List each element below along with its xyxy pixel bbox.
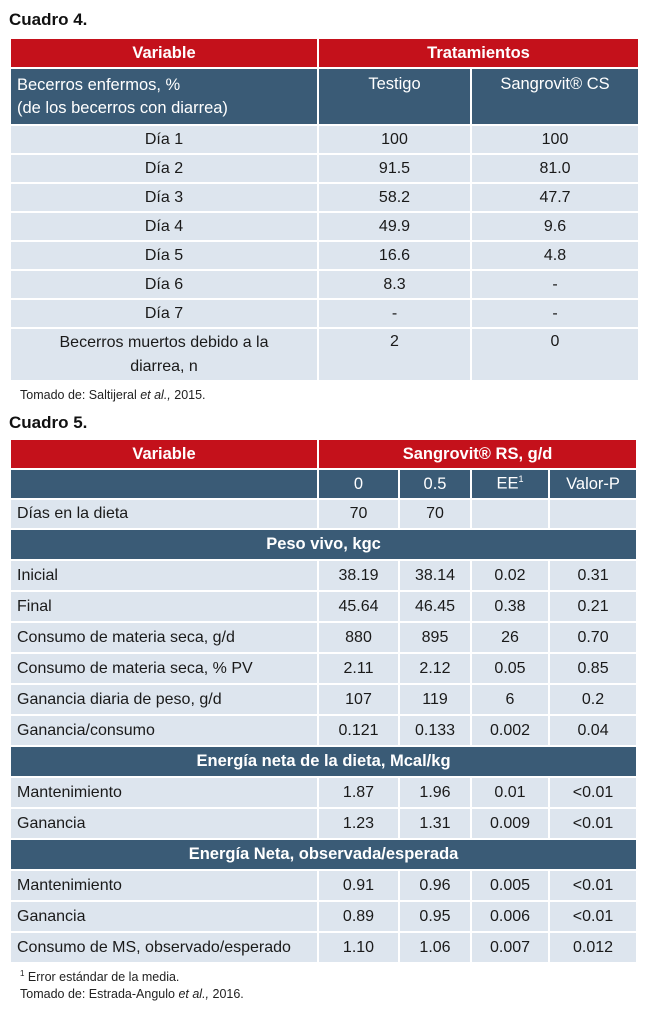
cuadro5-row-v0: 45.64: [319, 592, 398, 621]
cuadro5-row-v0: 0.121: [319, 716, 398, 745]
cuadro5-row-v05: 0.96: [400, 871, 470, 900]
cuadro5-dias-ee: [472, 500, 548, 528]
cuadro4-row-sangrovit: 4.8: [472, 242, 638, 269]
cuadro4-row-sangrovit: 100: [472, 126, 638, 153]
cuadro5-row-v05: 1.06: [400, 933, 470, 962]
cuadro5-dias-v0: 70: [319, 500, 398, 528]
cuadro4-row-label: Día 1: [11, 126, 317, 153]
cuadro4-muertos-line1: Becerros muertos debido a la: [59, 333, 269, 351]
cuadro5-variable-header: Variable: [11, 440, 317, 468]
cuadro4-row-label: Día 7: [11, 300, 317, 327]
cuadro5-row-ee: 0.38: [472, 592, 548, 621]
cuadro4-row-testigo: 100: [319, 126, 470, 153]
cuadro5-row-v05: 0.95: [400, 902, 470, 931]
cuadro5-row-ee: 0.006: [472, 902, 548, 931]
cuadro5-row-v05: 0.133: [400, 716, 470, 745]
cuadro5-section-title: Peso vivo, kgc: [11, 530, 636, 559]
cuadro4-row-label: Día 2: [11, 155, 317, 182]
cuadro5-row-p: <0.01: [550, 778, 636, 807]
cuadro5-row-label: Inicial: [11, 561, 317, 590]
cuadro5-row-ee: 0.005: [472, 871, 548, 900]
cuadro5-row-label: Ganancia: [11, 902, 317, 931]
cuadro5-row-v05: 119: [400, 685, 470, 714]
cuadro5-caption: Cuadro 5.: [9, 413, 88, 432]
cuadro5-row-v05: 1.96: [400, 778, 470, 807]
cuadro5-row-label: Final: [11, 592, 317, 621]
cuadro5-row-v05: 46.45: [400, 592, 470, 621]
cuadro4-table: [9, 37, 640, 382]
cuadro4-subheader-line2: (de los becerros con diarrea): [17, 98, 228, 117]
cuadro5-section-title: Energía neta de la dieta, Mcal/kg: [11, 747, 636, 776]
cuadro5-row-v0: 1.10: [319, 933, 398, 962]
cuadro5-row-v0: 0.89: [319, 902, 398, 931]
cuadro5-row-p: 0.85: [550, 654, 636, 683]
cuadro5-row-p: 0.31: [550, 561, 636, 590]
cuadro4-caption: Cuadro 4.: [9, 10, 88, 29]
cuadro5-row-ee: 0.007: [472, 933, 548, 962]
cuadro5-row-label: Mantenimiento: [11, 871, 317, 900]
cuadro5-row-ee: 0.02: [472, 561, 548, 590]
cuadro5-table: [9, 438, 638, 964]
cuadro5-dose05-header: 0.5: [400, 470, 470, 498]
cuadro4-source: [20, 388, 206, 402]
cuadro5-ee-text: EE: [496, 474, 519, 493]
cuadro5-sangrovit-header: Sangrovit® RS, g/d: [319, 440, 636, 468]
cuadro5-row-v0: 107: [319, 685, 398, 714]
cuadro5-row-label: Consumo de MS, observado/esperado: [11, 933, 317, 962]
cuadro5-blank-header: [11, 470, 317, 498]
cuadro5-row-label: Ganancia diaria de peso, g/d: [11, 685, 317, 714]
cuadro5-row-v0: 38.19: [319, 561, 398, 590]
cuadro5-row-v0: 2.11: [319, 654, 398, 683]
cuadro5-ee-sup: 1: [518, 474, 524, 485]
cuadro5-row-label: Consumo de materia seca, g/d: [11, 623, 317, 652]
cuadro5-row-v05: 2.12: [400, 654, 470, 683]
cuadro4-row-testigo: 49.9: [319, 213, 470, 240]
cuadro5-dose0-header: 0: [319, 470, 398, 498]
cuadro4-row-label: Día 5: [11, 242, 317, 269]
cuadro5-row-p: 0.012: [550, 933, 636, 962]
cuadro5-row-ee: 0.009: [472, 809, 548, 838]
cuadro5-row-label: Ganancia: [11, 809, 317, 838]
cuadro5-row-p: 0.70: [550, 623, 636, 652]
cuadro5-source-etal: et al.,: [178, 987, 210, 1001]
cuadro5-row-p: <0.01: [550, 809, 636, 838]
cuadro5-source-suffix: 2016.: [209, 987, 244, 1001]
cuadro5-row-p: 0.21: [550, 592, 636, 621]
cuadro5-row-p: 0.04: [550, 716, 636, 745]
cuadro5-row-v0: 0.91: [319, 871, 398, 900]
cuadro5-row-p: 0.2: [550, 685, 636, 714]
cuadro5-section-title: Energía Neta, observada/esperada: [11, 840, 636, 869]
cuadro4-row-testigo: -: [319, 300, 470, 327]
cuadro4-row-sangrovit: 9.6: [472, 213, 638, 240]
cuadro5-row-v05: 1.31: [400, 809, 470, 838]
cuadro5-row-ee: 26: [472, 623, 548, 652]
cuadro5-footnote-text: Error estándar de la media.: [24, 970, 180, 985]
cuadro4-row-sangrovit: 47.7: [472, 184, 638, 211]
cuadro5-footnote: [20, 969, 179, 984]
cuadro4-row-label: Día 6: [11, 271, 317, 298]
cuadro5-row-ee: 0.05: [472, 654, 548, 683]
cuadro4-row-testigo: 8.3: [319, 271, 470, 298]
cuadro4-row-sangrovit: -: [472, 300, 638, 327]
cuadro5-source-prefix: Tomado de: Estrada-Angulo: [20, 987, 179, 1001]
cuadro5-ee-header: [472, 470, 548, 498]
cuadro4-tratamientos-header: Tratamientos: [319, 39, 638, 67]
cuadro4-sangrovit-header: Sangrovit® CS: [472, 69, 638, 124]
cuadro4-row-testigo: 91.5: [319, 155, 470, 182]
cuadro4-row-label: Día 4: [11, 213, 317, 240]
cuadro4-muertos-label: [11, 329, 317, 380]
cuadro5-row-p: <0.01: [550, 902, 636, 931]
cuadro4-row-testigo: 58.2: [319, 184, 470, 211]
cuadro5-source: [20, 987, 244, 1001]
cuadro5-row-ee: 0.01: [472, 778, 548, 807]
cuadro5-row-v0: 880: [319, 623, 398, 652]
cuadro4-variable-header: Variable: [11, 39, 317, 67]
cuadro4-becerros-enfermos-header: [11, 69, 317, 124]
cuadro5-row-label: Ganancia/consumo: [11, 716, 317, 745]
cuadro4-source-prefix: Tomado de: Saltijeral: [20, 388, 141, 402]
cuadro5-row-label: Consumo de materia seca, % PV: [11, 654, 317, 683]
cuadro5-row-p: <0.01: [550, 871, 636, 900]
cuadro5-row-label: Mantenimiento: [11, 778, 317, 807]
cuadro5-row-v0: 1.23: [319, 809, 398, 838]
cuadro5-row-v0: 1.87: [319, 778, 398, 807]
cuadro4-testigo-header: Testigo: [319, 69, 470, 124]
cuadro5-row-v05: 38.14: [400, 561, 470, 590]
cuadro4-row-sangrovit: 81.0: [472, 155, 638, 182]
cuadro4-muertos-line2: diarrea, n: [130, 357, 198, 375]
cuadro5-footnote-sup: 1: [20, 969, 25, 978]
cuadro5-row-v05: 895: [400, 623, 470, 652]
cuadro5-dias-label: Días en la dieta: [11, 500, 317, 528]
cuadro4-muertos-sangrovit: 0: [472, 329, 638, 380]
cuadro4-muertos-testigo: 2: [319, 329, 470, 380]
cuadro4-source-etal: et al.,: [140, 388, 171, 402]
cuadro5-row-ee: 6: [472, 685, 548, 714]
cuadro5-dias-p: [550, 500, 636, 528]
cuadro4-row-testigo: 16.6: [319, 242, 470, 269]
cuadro4-row-sangrovit: -: [472, 271, 638, 298]
cuadro5-valorp-header: Valor-P: [550, 470, 636, 498]
cuadro4-row-label: Día 3: [11, 184, 317, 211]
cuadro4-subheader-line1: Becerros enfermos, %: [17, 75, 181, 94]
cuadro5-row-ee: 0.002: [472, 716, 548, 745]
cuadro4-source-suffix: 2015.: [170, 388, 206, 402]
cuadro5-dias-v05: 70: [400, 500, 470, 528]
